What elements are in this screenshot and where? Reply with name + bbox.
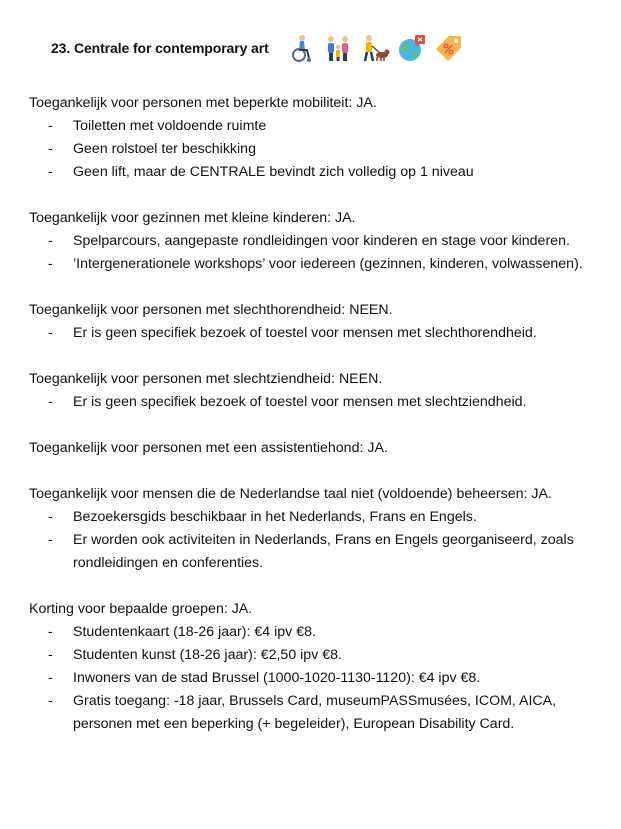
section-mobility [29,92,599,184]
list-item: - Inwoners van de stad Brussel (1000-1020-1130-1120): €4 ipv €8. [29,667,599,690]
bullet-dash: - [48,670,53,686]
section-heading [51,30,464,66]
list-item: - Geen lift, maar de CENTRALE bevindt zich volledig op 1 niveau [29,161,599,184]
section-title: Toegankelijk voor mensen die de Nederlandse taal niet (voldoende) beheersen: JA. [29,486,552,502]
page-title: 23. Centrale for contemporary art [51,40,269,56]
bullet-list [29,621,599,736]
bullet-list [29,230,599,276]
bullet-list [29,391,599,414]
bullet-dash: - [48,394,53,410]
section-title: Toegankelijk voor gezinnen met kleine kinderen: JA. [29,210,356,226]
section-language [29,483,599,575]
bullet-list [29,322,599,345]
section-hearing [29,299,599,345]
list-item: - Er is geen specifiek bezoek of toestel voor mensen met slechtziendheid. [29,391,599,414]
section-title: Toegankelijk voor personen met een assistentiehond: JA. [29,440,388,456]
section-title: Toegankelijk voor personen met slechthorendheid: NEEN. [29,302,393,318]
bullet-dash: - [48,624,53,640]
family-icon [323,33,353,63]
bullet-dash: - [48,118,53,134]
list-item: - Er is geen specifiek bezoek of toestel voor mensen met slechthorendheid. [29,322,599,345]
bullet-dash: - [48,233,53,249]
list-item: - Studentenkaart (18-26 jaar): €4 ipv €8. [29,621,599,644]
section-title: Toegankelijk voor personen met beperkte mobiliteit: JA. [29,95,377,111]
list-item: - Er worden ook activiteiten in Nederlands, Frans en Engels georganiseerd, zoals rondleidingen en conferenties. [29,529,599,575]
discount-tag-icon [434,33,464,63]
bullet-dash: - [48,141,53,157]
bullet-dash: - [48,532,53,548]
section-vision [29,368,599,414]
bullet-dash: - [48,693,53,709]
language-globe-icon [397,33,427,63]
accessibility-icons [286,33,464,63]
section-title: Toegankelijk voor personen met slechtziendheid: NEEN. [29,371,383,387]
list-item: - Gratis toegang: -18 jaar, Brussels Card, museumPASSmusées, ICOM, AICA, personen met een beperking (+ begeleider), European Disability Card. [29,690,599,736]
section-families [29,207,599,276]
bullet-dash: - [48,647,53,663]
bullet-list [29,115,599,184]
bullet-dash: - [48,509,53,525]
list-item: - ’Intergenerationele workshops’ voor iedereen (gezinnen, kinderen, volwassenen). [29,253,599,276]
list-item: - Bezoekersgids beschikbaar in het Nederlands, Frans en Engels. [29,506,599,529]
list-item: - Spelparcours, aangepaste rondleidingen voor kinderen en stage voor kinderen. [29,230,599,253]
list-item: - Geen rolstoel ter beschikking [29,138,599,161]
wheelchair-accessibility-icon [286,33,316,63]
bullet-dash: - [48,256,53,272]
guide-dog-icon [360,33,390,63]
section-discounts [29,598,599,736]
section-assistance-dog [29,437,599,460]
list-item: - Toiletten met voldoende ruimte [29,115,599,138]
bullet-dash: - [48,325,53,341]
bullet-dash: - [48,164,53,180]
bullet-list [29,506,599,575]
section-title: Korting voor bepaalde groepen: JA. [29,601,253,617]
document-body [29,92,599,759]
list-item: - Studenten kunst (18-26 jaar): €2,50 ipv €8. [29,644,599,667]
